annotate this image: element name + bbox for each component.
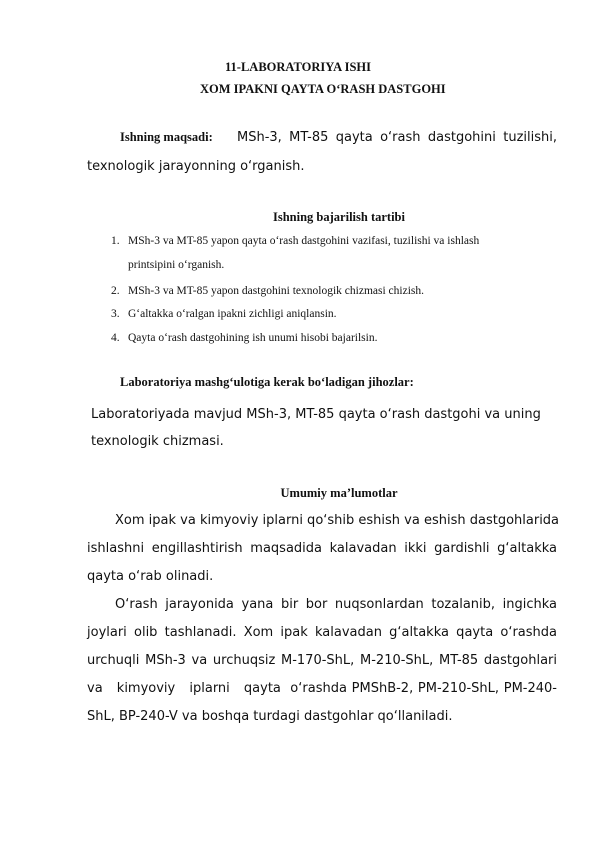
general-p1-line-3: qayta o‘rab olinadi. — [87, 569, 214, 584]
procedure-item-3-number: 3. — [111, 308, 120, 320]
general-p2-line-5: ShL, BP-240-V va boshqa turdagi dastgohlar qo‘llaniladi. — [87, 709, 453, 724]
goal-label: Ishning maqsadi: — [120, 130, 213, 144]
goal-line-1 — [120, 130, 557, 145]
general-p2-line-2: joylari olib tashlanadi. Xom ipak kalavadan g‘altakka qayta o‘rashda — [87, 625, 557, 640]
general-p2-line-1: O‘rash jarayonida yana bir bor nuqsonlardan tozalanib, ingichka — [115, 597, 557, 612]
lab-number-heading: 11-LABORATORIYA ISHI — [225, 60, 371, 74]
goal-line-2: texnologik jarayonning o‘rganish. — [87, 159, 305, 174]
general-p2-line-4: va kimyoviy iplarni qayta o‘rashda PMShB-2, PM-210-ShL, PM-240- — [87, 681, 557, 696]
lab-title-heading: XOM IPAKNI QAYTA O‘RASH DASTGOHI — [200, 82, 446, 96]
procedure-item-1-line-1: MSh-3 va MT-85 yapon qayta o‘rash dastgohini vazifasi, tuzilishi va ishlash — [128, 235, 480, 247]
goal-text: MSh-3, MT-85 qayta o‘rash dastgohini tuzilishi, — [237, 130, 557, 145]
procedure-item-3-line-1: G‘altakka o‘ralgan ipakni zichligi aniqlansin. — [128, 308, 337, 320]
general-heading: Umumiy ma’lumotlar — [280, 486, 398, 500]
general-p1-line-1: Xom ipak va kimyoviy iplarni qo‘shib eshish va eshish dastgohlarida — [115, 513, 560, 528]
general-p2-line-3: urchuqli MSh-3 va urchuqsiz M-170-ShL, M-210-ShL, MT-85 dastgohlari — [87, 653, 557, 668]
equipment-heading: Laboratoriya mashg‘ulotiga kerak bo‘ladigan jihozlar: — [120, 375, 414, 389]
procedure-item-1-line-2: printsipini o‘rganish. — [128, 259, 225, 271]
equipment-line-1: Laboratoriyada mavjud MSh-3, MT-85 qayta o‘rash dastgohi va uning — [91, 407, 541, 422]
procedure-item-2-number: 2. — [111, 285, 120, 297]
general-p1-line-2: ishlashni engillashtirish maqsadida kalavadan ikki gardishli g‘altakka — [87, 541, 557, 556]
procedure-item-2-line-1: MSh-3 va MT-85 yapon dastgohini texnologik chizmasi chizish. — [128, 285, 424, 297]
procedure-item-4-line-1: Qayta o‘rash dastgohining ish unumi hisobi bajarilsin. — [128, 332, 378, 344]
procedure-heading: Ishning bajarilish tartibi — [273, 210, 405, 224]
procedure-item-4-number: 4. — [111, 332, 120, 344]
equipment-line-2: texnologik chizmasi. — [91, 434, 224, 449]
procedure-item-1-number: 1. — [111, 235, 120, 247]
